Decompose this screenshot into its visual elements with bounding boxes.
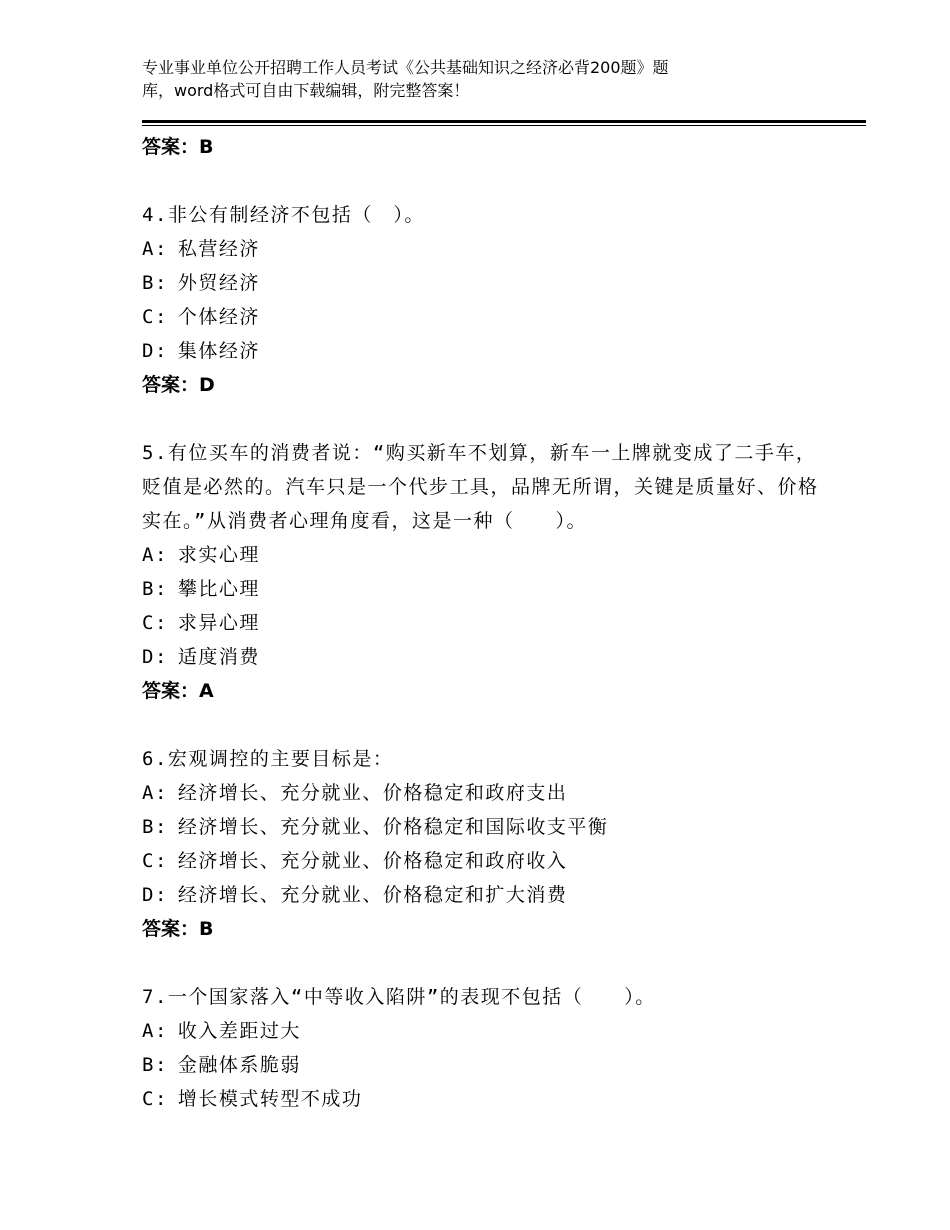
option-letter: D: bbox=[142, 340, 168, 362]
option-letter: B: bbox=[142, 272, 168, 294]
option-text: 收入差距过大 bbox=[177, 1020, 301, 1042]
answer-line: 答案：B bbox=[142, 918, 214, 940]
option-letter: C: bbox=[142, 850, 168, 872]
option-letter: B: bbox=[142, 578, 168, 600]
question-block-6 bbox=[142, 742, 822, 946]
question-text: 6.宏观调控的主要目标是： bbox=[142, 748, 394, 770]
option-letter: D: bbox=[142, 646, 168, 668]
header-line-1: 专业事业单位公开招聘工作人员考试《公共基础知识之经济必背200题》题 bbox=[142, 58, 669, 77]
option-letter: A: bbox=[142, 782, 168, 804]
question-block-7 bbox=[142, 980, 822, 1116]
option-text: 增长模式转型不成功 bbox=[177, 1088, 363, 1110]
answer-line: 答案：D bbox=[142, 374, 215, 396]
option-c bbox=[142, 1082, 822, 1116]
option-letter: A: bbox=[142, 544, 168, 566]
option-letter: C: bbox=[142, 612, 168, 634]
option-c bbox=[142, 844, 822, 878]
option-b bbox=[142, 266, 822, 300]
question-text: 4.非公有制经济不包括（ ）。 bbox=[142, 204, 425, 226]
document-header bbox=[142, 56, 782, 102]
option-c bbox=[142, 606, 822, 640]
option-text: 经济增长、充分就业、价格稳定和政府支出 bbox=[177, 782, 568, 804]
document-body bbox=[142, 130, 822, 1116]
option-letter: C: bbox=[142, 306, 168, 328]
answer-line: 答案：A bbox=[142, 680, 214, 702]
option-letter: B: bbox=[142, 816, 168, 838]
option-letter: A: bbox=[142, 238, 168, 260]
header-rule-thick bbox=[142, 120, 866, 123]
question-spacer bbox=[142, 402, 822, 436]
option-letter: B: bbox=[142, 1054, 168, 1076]
option-text: 攀比心理 bbox=[177, 578, 260, 600]
question-spacer bbox=[142, 708, 822, 742]
option-b bbox=[142, 810, 822, 844]
option-b bbox=[142, 572, 822, 606]
option-b bbox=[142, 1048, 822, 1082]
option-a bbox=[142, 1014, 822, 1048]
answer-line: 答案：B bbox=[142, 136, 214, 158]
option-text: 经济增长、充分就业、价格稳定和国际收支平衡 bbox=[177, 816, 609, 838]
option-a bbox=[142, 232, 822, 266]
option-text: 个体经济 bbox=[177, 306, 260, 328]
question-spacer bbox=[142, 164, 822, 198]
option-a bbox=[142, 538, 822, 572]
option-letter: D: bbox=[142, 884, 168, 906]
question-block-5 bbox=[142, 436, 822, 708]
header-rule-thin bbox=[142, 125, 866, 126]
question-text: 7.一个国家落入“中等收入陷阱”的表现不包括（ ）。 bbox=[142, 986, 656, 1008]
question-block-4 bbox=[142, 198, 822, 402]
option-letter: C: bbox=[142, 1088, 168, 1110]
option-text: 私营经济 bbox=[177, 238, 260, 260]
question-spacer bbox=[142, 946, 822, 980]
option-text: 外贸经济 bbox=[177, 272, 260, 294]
question-text: 5.有位买车的消费者说：“购买新车不划算，新车一上牌就变成了二手车，贬值是必然的。汽车只是一个代步工具，品牌无所谓，关键是质量好、价格实在。”从消费者心理角度看，这是一种（ ）。 bbox=[142, 442, 819, 532]
option-letter: A: bbox=[142, 1020, 168, 1042]
option-text: 金融体系脆弱 bbox=[177, 1054, 301, 1076]
header-line-2: 库，word格式可自由下载编辑，附完整答案！ bbox=[142, 81, 470, 100]
option-text: 适度消费 bbox=[177, 646, 260, 668]
option-c bbox=[142, 300, 822, 334]
option-text: 求实心理 bbox=[177, 544, 260, 566]
option-text: 求异心理 bbox=[177, 612, 260, 634]
option-text: 经济增长、充分就业、价格稳定和政府收入 bbox=[177, 850, 568, 872]
option-d bbox=[142, 640, 822, 674]
option-a bbox=[142, 776, 822, 810]
option-text: 经济增长、充分就业、价格稳定和扩大消费 bbox=[177, 884, 568, 906]
option-d bbox=[142, 878, 822, 912]
option-text: 集体经济 bbox=[177, 340, 260, 362]
option-d bbox=[142, 334, 822, 368]
